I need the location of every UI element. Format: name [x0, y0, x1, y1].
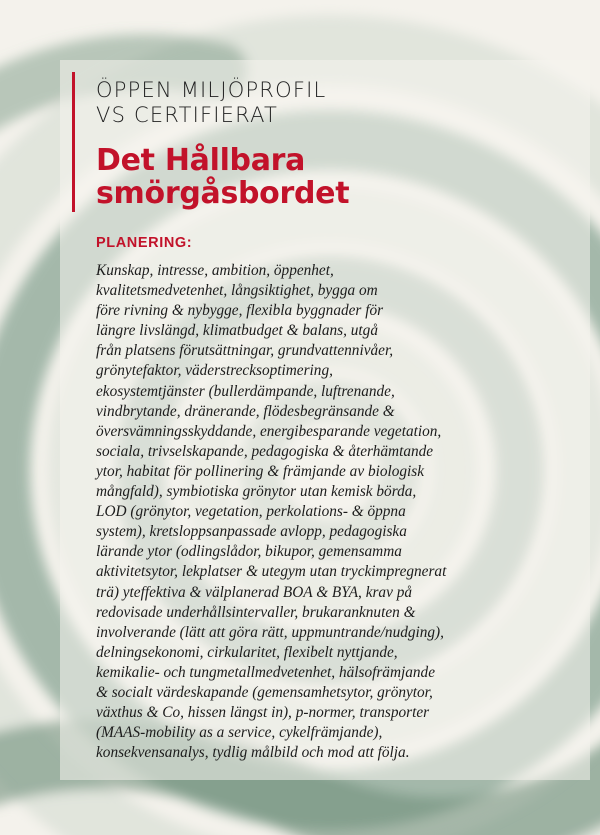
body-line: vindbrytande, dränerande, flödesbegränsande & [96, 402, 395, 420]
body-line: kvalitetsmedvetenhet, långsiktighet, bygga om [96, 282, 378, 300]
body-line: grönytefaktor, väderstrecksoptimering, [96, 362, 333, 380]
body-line: växthus & Co, hissen längst in), p-normer, transporter [96, 704, 430, 722]
title-line-2: smörgåsbordet [96, 176, 350, 211]
body-line: trä) yteffektiva & välplanerad BOA & BYA, krav på [96, 583, 412, 601]
title-line-1: Det Hållbara [96, 143, 306, 178]
body-line: längre livslängd, klimatbudget & balans, utgå [96, 322, 378, 340]
body-line: konsekvensanalys, tydlig målbild och mod att följa. [96, 744, 410, 762]
kicker-heading [96, 78, 566, 128]
body-line: redovisade underhållsintervaller, brukaranknuten & [96, 603, 416, 621]
body-line: & socialt värdeskapande (gemensamhetsytor, grönytor, [96, 683, 433, 701]
body-line: översvämningsskyddande, energibesparande vegetation, [96, 422, 442, 440]
body-line: aktivitetsytor, lekplatser & utegym utan tryckimpregnerat [96, 563, 447, 581]
body-line: sociala, trivselskapande, pedagogiska & återhämtande [96, 442, 434, 460]
body-line: mångfald), symbiotiska grönytor utan kemisk börda, [96, 483, 417, 501]
body-line: ytor, habitat för pollinering & främjande av biologisk [96, 462, 425, 480]
body-text [96, 261, 576, 763]
section-label: PLANERING: [96, 235, 193, 251]
body-line: system), kretsloppsanpassade avlopp, pedagogiska [96, 523, 407, 541]
body-line: delningsekonomi, cirkularitet, flexibelt nyttjande, [96, 643, 398, 661]
body-line: Kunskap, intresse, ambition, öppenhet, [96, 262, 334, 279]
body-line: kemikalie- och tungmetallmedvetenhet, hälsofrämjande [96, 663, 435, 681]
body-line: ekosystemtjänster (bullerdämpande, luftrenande, [96, 382, 395, 400]
page-title [96, 144, 576, 210]
kicker-line-2: VS CERTIFIERAT [96, 103, 279, 127]
body-line: lärande ytor (odlingslådor, bikupor, gemensamma [96, 543, 402, 561]
accent-rule [72, 72, 75, 212]
body-line: från platsens förutsättningar, grundvattennivåer, [96, 342, 394, 360]
body-line: (MAAS-mobility as a service, cykelfrämjande), [96, 724, 383, 742]
body-line: före rivning & nybygge, flexibla byggnader för [96, 302, 384, 320]
kicker-line-1: ÖPPEN MILJÖPROFIL [96, 78, 327, 102]
body-line: involverande (lätt att göra rätt, uppmuntrande/nudging), [96, 623, 444, 641]
body-line: LOD (grönytor, vegetation, perkolations- & öppna [96, 503, 406, 521]
